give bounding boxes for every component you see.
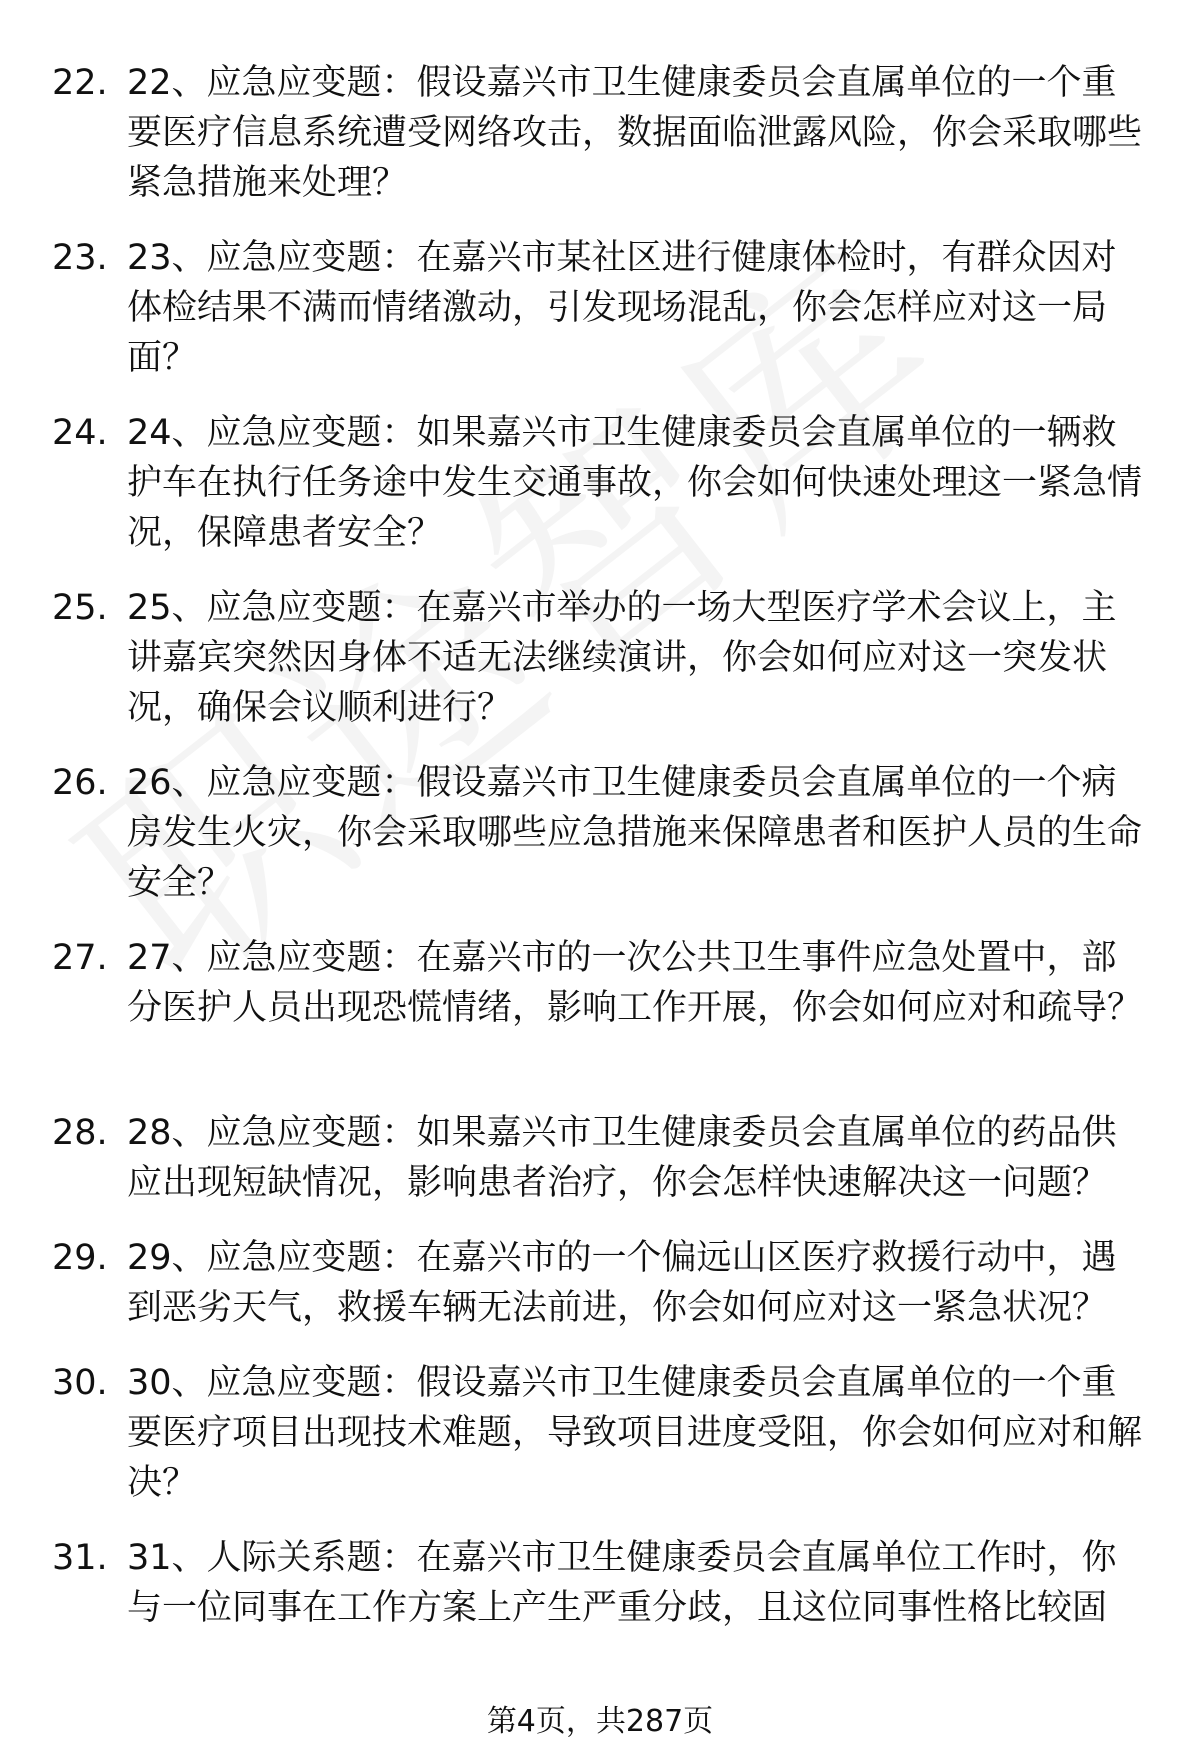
item-text: 28、应急应变题：如果嘉兴市卫生健康委员会直属单位的药品供应出现短缺情况，影响患者治疗，你会怎样快速解决这一问题？ xyxy=(127,1113,1117,1203)
item-number: 28. xyxy=(52,1113,108,1153)
item-number: 25. xyxy=(52,588,108,628)
item-number: 22. xyxy=(52,63,108,103)
item-text: 24、应急应变题：如果嘉兴市卫生健康委员会直属单位的一辆救护车在执行任务途中发生交通事故，你会如何快速处理这一紧急情况，保障患者安全？ xyxy=(127,413,1143,553)
item-number: 31. xyxy=(52,1538,108,1578)
item-text: 25、应急应变题：在嘉兴市举办的一场大型医疗学术会议上，主讲嘉宾突然因身体不适无法继续演讲，你会如何应对这一突发状况，确保会议顺利进行？ xyxy=(127,588,1117,728)
item-number: 23. xyxy=(52,238,108,278)
item-text: 27、应急应变题：在嘉兴市的一次公共卫生事件应急处置中，部分医护人员出现恐慌情绪，影响工作开展，你会如何应对和疏导？ xyxy=(127,938,1143,1028)
item-text: 29、应急应变题：在嘉兴市的一个偏远山区医疗救援行动中，遇到恶劣天气，救援车辆无法前进，你会如何应对这一紧急状况？ xyxy=(127,1238,1117,1328)
item-number: 27. xyxy=(52,938,108,978)
item-number: 30. xyxy=(52,1363,108,1403)
item-text: 31、人际关系题：在嘉兴市卫生健康委员会直属单位工作时，你与一位同事在工作方案上产生严重分歧，且这位同事性格比较固 xyxy=(127,1538,1117,1628)
item-text: 23、应急应变题：在嘉兴市某社区进行健康体检时，有群众因对体检结果不满而情绪激动，引发现场混乱，你会怎样应对这一局面？ xyxy=(127,238,1117,378)
item-text: 22、应急应变题：假设嘉兴市卫生健康委员会直属单位的一个重要医疗信息系统遭受网络攻击，数据面临泄露风险，你会采取哪些紧急措施来处理？ xyxy=(127,63,1143,203)
item-number: 24. xyxy=(52,413,108,453)
page-footer: 第4页，共287页 xyxy=(486,1704,714,1739)
item-number: 26. xyxy=(52,763,108,803)
item-text: 30、应急应变题：假设嘉兴市卫生健康委员会直属单位的一个重要医疗项目出现技术难题，导致项目进度受阻，你会如何应对和解决？ xyxy=(127,1363,1143,1503)
item-text: 26、应急应变题：假设嘉兴市卫生健康委员会直属单位的一个病房发生火灾，你会采取哪些应急措施来保障患者和医护人员的生命安全？ xyxy=(127,763,1143,903)
item-number: 29. xyxy=(52,1238,108,1278)
